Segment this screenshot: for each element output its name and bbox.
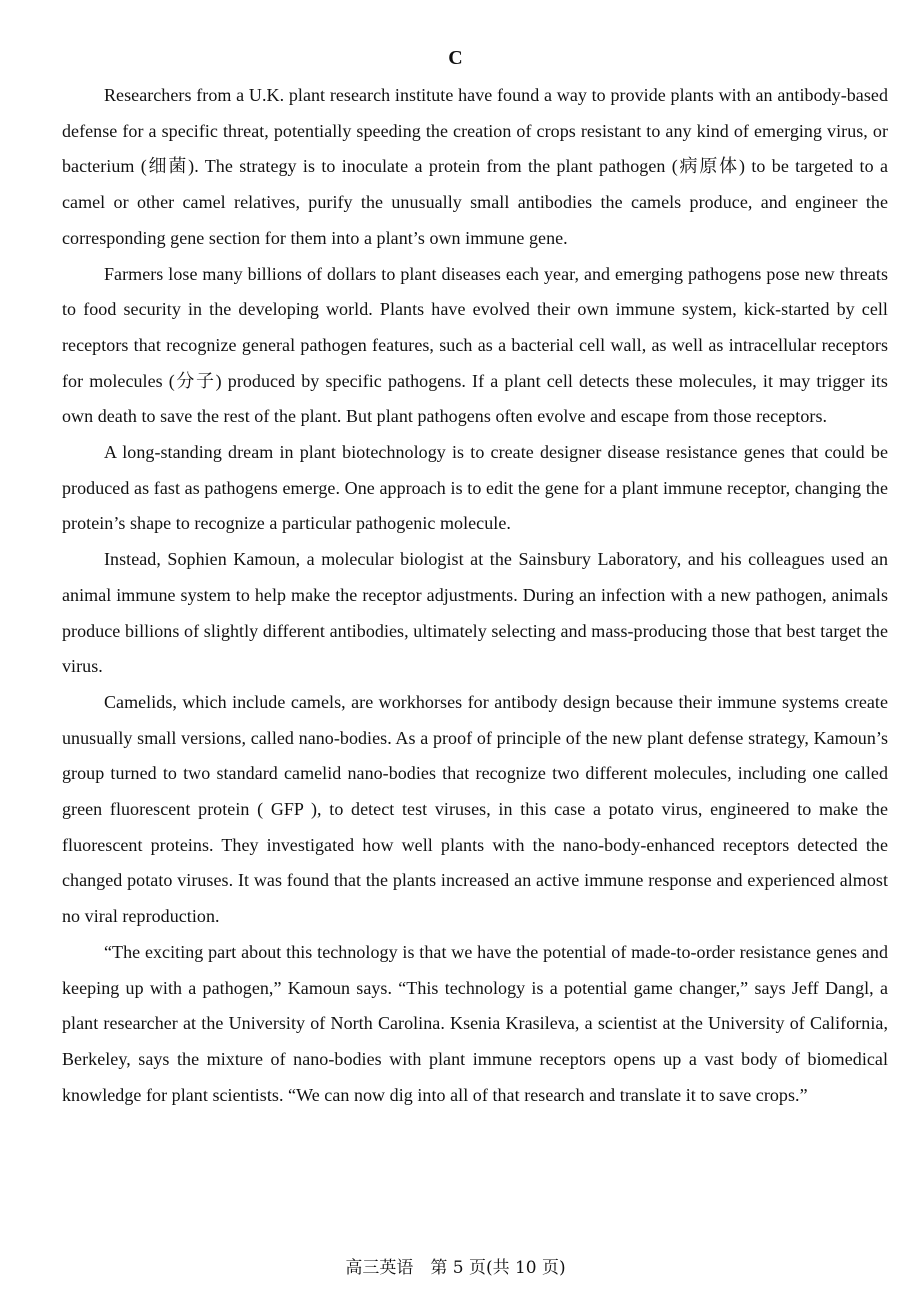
paragraph-2: Farmers lose many billions of dollars to plant diseases each year, and emerging pathogens pose new threats to food security in the developing world. Plants have evolved their own immune system, kick-started by cell receptors that recognize general pathogen features, such as a bacterial cell wall, as well as intracellular receptors for molecules (分子) produced by specific pathogens. If a plant cell detects these molecules, it may trigger its own death to save the rest of the plant. But plant pathogens often evolve and escape from those receptors. [62, 263, 888, 427]
paragraph-3: A long-standing dream in plant biotechnology is to create designer disease resistance genes that could be produced as fast as pathogens emerge. One approach is to edit the gene for a plant immune receptor, changing the protein’s shape to recognize a particular pathogenic molecule. [62, 442, 888, 534]
paragraph-1: Researchers from a U.K. plant research institute have found a way to provide plants with an antibody-based defense for a specific threat, potentially speeding the creation of crops resistant to any kind of emerging virus, or bacterium (细菌). The strategy is to inoculate a protein from the plant pathogen (病原体) to be targeted to a camel or other camel relatives, purify the unusually small antibodies the camels produce, and engineer the corresponding gene section for them into a plant’s own immune gene. [62, 85, 888, 248]
section-heading: C [448, 47, 463, 69]
reading-passage [62, 78, 888, 1113]
paragraph-4: Instead, Sophien Kamoun, a molecular biologist at the Sainsbury Laboratory, and his colleagues used an animal immune system to help make the receptor adjustments. During an infection with a new pathogen, animals produce billions of slightly different antibodies, ultimately selecting and mass-producing those that best target the virus. [62, 549, 888, 677]
paragraph-6: “The exciting part about this technology is that we have the potential of made-to-order resistance genes and keeping up with a pathogen,” Kamoun says. “This technology is a potential game changer,” says Jeff Dangl, a plant researcher at the University of North Carolina. Ksenia Krasileva, a scientist at the University of California, Berkeley, says the mixture of nano-bodies with plant immune receptors opens up a vast body of biomedical knowledge for plant scientists. “We can now dig into all of that research and translate it to save crops.” [62, 941, 888, 1105]
paragraph-5: Camelids, which include camels, are workhorses for antibody design because their immune systems create unusually small versions, called nano-bodies. As a proof of principle of the new plant defense strategy, Kamoun’s group turned to two standard camelid nano-bodies that recognize two different molecules, including one called green fluorescent protein ( GFP ), to detect test viruses, in this case a potato virus, engineered to make the fluorescent proteins. They investigated how well plants with the nano-body-enhanced receptors detected the changed potato viruses. It was found that the plants increased an active immune response and experienced almost no viral reproduction. [62, 691, 888, 927]
page-footer: 高三英语 第 5 页(共 10 页) [345, 1258, 566, 1278]
